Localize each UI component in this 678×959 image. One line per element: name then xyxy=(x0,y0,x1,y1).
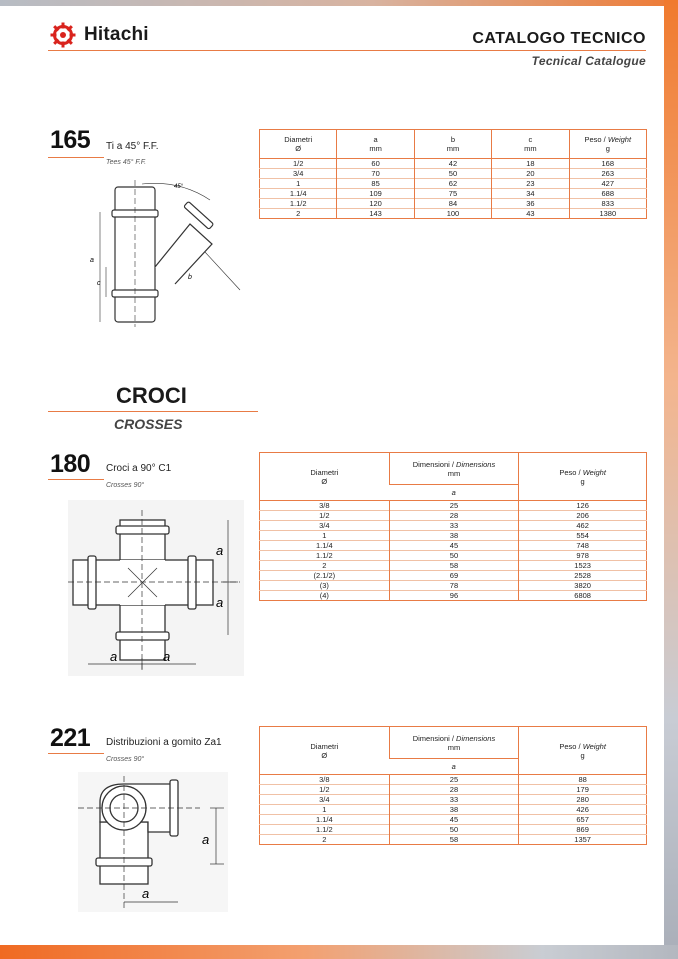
table-row xyxy=(260,199,647,209)
table-cell: 280 xyxy=(519,795,647,805)
table-cell: 2 xyxy=(260,835,390,845)
table-cell: 75 xyxy=(414,189,491,199)
table-row xyxy=(260,179,647,189)
table-cell: 58 xyxy=(389,835,519,845)
table-cell: 1 xyxy=(260,531,390,541)
spec-table-180 xyxy=(259,452,647,601)
col-unit: mm xyxy=(369,144,382,153)
col-peso xyxy=(570,135,646,144)
table-row xyxy=(260,531,647,541)
table-cell: 38 xyxy=(389,805,519,815)
item-title-221: Distribuzioni a gomito Za1 xyxy=(106,737,222,748)
col-a: a xyxy=(373,135,378,144)
table-row xyxy=(260,805,647,815)
table-cell: 1.1/4 xyxy=(260,189,337,199)
table-row xyxy=(260,561,647,571)
table-cell: 109 xyxy=(337,189,414,199)
table-cell: 36 xyxy=(492,199,569,209)
section-title: CROCI xyxy=(116,383,187,408)
table-cell: 60 xyxy=(337,159,414,169)
drawing-label: a xyxy=(216,595,224,610)
header-divider xyxy=(48,50,646,51)
drawing-label: a xyxy=(90,257,94,264)
col-unit: mm xyxy=(524,144,537,153)
tee-45-drawing xyxy=(70,172,250,332)
right-decorative-bar xyxy=(664,0,678,959)
table-row xyxy=(260,795,647,805)
table-cell: 3/4 xyxy=(260,169,337,179)
spec-table-221 xyxy=(259,726,647,845)
col-peso xyxy=(519,742,646,751)
col-diametri: Diametri xyxy=(310,741,339,751)
table-cell: 50 xyxy=(414,169,491,179)
table-row xyxy=(260,189,647,199)
table-cell: 69 xyxy=(389,571,519,581)
table-cell: 23 xyxy=(492,179,569,189)
brand-logo xyxy=(50,22,149,48)
section-divider xyxy=(48,411,258,412)
table-row xyxy=(260,551,647,561)
table-cell: 85 xyxy=(337,179,414,189)
table-cell: 657 xyxy=(519,815,647,825)
table-cell: 1/2 xyxy=(260,785,390,795)
table-row xyxy=(260,825,647,835)
table-cell: 18 xyxy=(492,159,569,169)
table-cell: 1.1/4 xyxy=(260,541,390,551)
table-cell: 1/2 xyxy=(260,511,390,521)
table-cell: 78 xyxy=(389,581,519,591)
col-unit: mm xyxy=(446,144,460,153)
table-cell: 33 xyxy=(389,795,519,805)
table-cell: 1.1/2 xyxy=(260,551,390,561)
col-unit: g xyxy=(605,144,610,153)
drawing-label: a xyxy=(163,649,171,664)
col-weight-label: Weight xyxy=(582,467,606,477)
table-cell: 25 xyxy=(389,501,519,511)
item-code-underline xyxy=(48,479,104,480)
col-dim-en-label: Dimensions xyxy=(456,733,496,743)
table-cell: 427 xyxy=(569,179,646,189)
item-code-underline xyxy=(48,157,104,158)
item-subtitle-180: Crosses 90° xyxy=(106,482,145,489)
item-code-180: 180 xyxy=(50,450,91,478)
drawing-label: b xyxy=(188,274,192,281)
item-subtitle-221: Crosses 90° xyxy=(106,756,145,763)
col-unit: g xyxy=(580,750,585,760)
col-weight-label: Weight xyxy=(607,135,632,144)
drawing-label: a xyxy=(216,543,224,558)
col-dim-en-label: Dimensions xyxy=(456,459,496,469)
table-cell: 70 xyxy=(337,169,414,179)
col-a: a xyxy=(389,485,519,501)
top-decorative-bar xyxy=(0,0,678,6)
col-peso-label: Peso / xyxy=(559,741,583,751)
table-cell: 168 xyxy=(569,159,646,169)
table-cell: 1 xyxy=(260,805,390,815)
catalog-title: CATALOGO TECNICO xyxy=(472,30,646,47)
table-cell: 88 xyxy=(519,775,647,785)
spec-table-165 xyxy=(259,129,647,219)
table-row xyxy=(260,501,647,511)
col-dim-label: Dimensioni / xyxy=(412,459,457,469)
table-cell: 869 xyxy=(519,825,647,835)
elbow-distribution-drawing xyxy=(78,772,228,912)
table-cell: 748 xyxy=(519,541,647,551)
table-cell: 6808 xyxy=(519,591,647,601)
table-row xyxy=(260,571,647,581)
table-row xyxy=(260,511,647,521)
table-row xyxy=(260,591,647,601)
table-cell: 1 xyxy=(260,179,337,189)
item-code-165: 165 xyxy=(50,126,91,154)
col-c: c xyxy=(528,135,533,144)
table-row xyxy=(260,159,647,169)
table-row xyxy=(260,785,647,795)
table-row xyxy=(260,815,647,825)
col-diametri: Diametri xyxy=(310,467,339,477)
table-cell: 3820 xyxy=(519,581,647,591)
col-b: b xyxy=(450,135,456,144)
table-cell: 688 xyxy=(569,189,646,199)
table-cell: 206 xyxy=(519,511,647,521)
table-cell: 33 xyxy=(389,521,519,531)
table-cell: 28 xyxy=(389,785,519,795)
drawing-label: a xyxy=(142,886,150,901)
table-cell: 45 xyxy=(389,541,519,551)
brand-name: Hitachi xyxy=(84,24,149,45)
table-cell: 1523 xyxy=(519,561,647,571)
table-cell: 179 xyxy=(519,785,647,795)
bottom-decorative-bar xyxy=(0,945,678,959)
table-cell: 50 xyxy=(389,551,519,561)
item-code-underline xyxy=(48,753,104,754)
table-cell: 58 xyxy=(389,561,519,571)
table-cell: 1.1/4 xyxy=(260,815,390,825)
table-cell: 143 xyxy=(337,209,414,219)
table-cell: 45 xyxy=(389,815,519,825)
col-a: a xyxy=(389,759,519,775)
table-cell: 2 xyxy=(260,561,390,571)
col-peso xyxy=(519,468,646,477)
col-dimensioni xyxy=(390,460,519,469)
section-subtitle: CROSSES xyxy=(114,416,183,432)
cross-90-drawing xyxy=(68,500,244,676)
table-cell: 120 xyxy=(337,199,414,209)
table-cell: 1380 xyxy=(569,209,646,219)
table-cell: 833 xyxy=(569,199,646,209)
col-dim-label: Dimensioni / xyxy=(412,733,457,743)
table-body xyxy=(260,159,647,219)
table-cell: 3/4 xyxy=(260,521,390,531)
hitachi-emblem-icon xyxy=(50,22,76,48)
table-row xyxy=(260,581,647,591)
table-cell: (2.1/2) xyxy=(260,571,390,581)
table-cell: 554 xyxy=(519,531,647,541)
col-unit: Ø xyxy=(295,144,302,153)
drawing-label: c xyxy=(97,280,101,287)
table-row xyxy=(260,169,647,179)
table-cell: 42 xyxy=(414,159,491,169)
table-cell: 28 xyxy=(389,511,519,521)
col-weight-label: Weight xyxy=(582,741,606,751)
table-cell: 1.1/2 xyxy=(260,199,337,209)
table-row xyxy=(260,541,647,551)
table-cell: 62 xyxy=(414,179,491,189)
drawing-label: a xyxy=(202,832,210,847)
drawing-label: a xyxy=(110,649,118,664)
table-row xyxy=(260,521,647,531)
table-cell: 96 xyxy=(389,591,519,601)
table-cell: 462 xyxy=(519,521,647,531)
table-row xyxy=(260,835,647,845)
table-cell: 426 xyxy=(519,805,647,815)
table-cell: 1/2 xyxy=(292,159,304,168)
table-cell: 3/4 xyxy=(260,795,390,805)
catalog-subtitle: Tecnical Catalogue xyxy=(531,54,646,68)
col-unit: g xyxy=(580,476,585,486)
table-cell: (4) xyxy=(260,591,390,601)
col-diametri: Diametri xyxy=(284,135,313,144)
col-peso-label: Peso / xyxy=(584,135,608,144)
col-unit: mm xyxy=(447,468,461,478)
table-cell: 84 xyxy=(414,199,491,209)
item-subtitle-165: Tees 45° F.F. xyxy=(106,159,147,166)
col-peso-label: Peso / xyxy=(559,467,583,477)
table-cell: 1.1/2 xyxy=(260,825,390,835)
table-cell: 3/8 xyxy=(319,501,330,510)
table-row xyxy=(260,209,647,219)
table-body xyxy=(260,775,647,845)
table-cell: 25 xyxy=(389,775,519,785)
table-cell: (3) xyxy=(260,581,390,591)
table-cell: 50 xyxy=(389,825,519,835)
table-row xyxy=(260,775,647,785)
table-cell: 1357 xyxy=(519,835,647,845)
table-cell: 100 xyxy=(414,209,491,219)
drawing-label: 45° xyxy=(174,184,184,190)
item-title-180: Croci a 90° C1 xyxy=(106,463,172,474)
table-cell: 43 xyxy=(492,209,569,219)
table-cell: 38 xyxy=(389,531,519,541)
table-cell: 3/8 xyxy=(319,775,330,784)
item-title-165: Ti a 45° F.F. xyxy=(106,141,159,152)
table-cell: 2 xyxy=(260,209,337,219)
table-cell: 263 xyxy=(569,169,646,179)
table-cell: 20 xyxy=(492,169,569,179)
col-dimensioni xyxy=(390,734,519,743)
table-cell: 978 xyxy=(519,551,647,561)
col-unit: Ø xyxy=(321,476,328,486)
item-code-221: 221 xyxy=(50,724,91,752)
table-cell: 126 xyxy=(519,501,647,511)
table-cell: 34 xyxy=(492,189,569,199)
table-cell: 2528 xyxy=(519,571,647,581)
table-body xyxy=(260,501,647,601)
col-unit: mm xyxy=(447,742,461,752)
col-unit: Ø xyxy=(321,750,328,760)
